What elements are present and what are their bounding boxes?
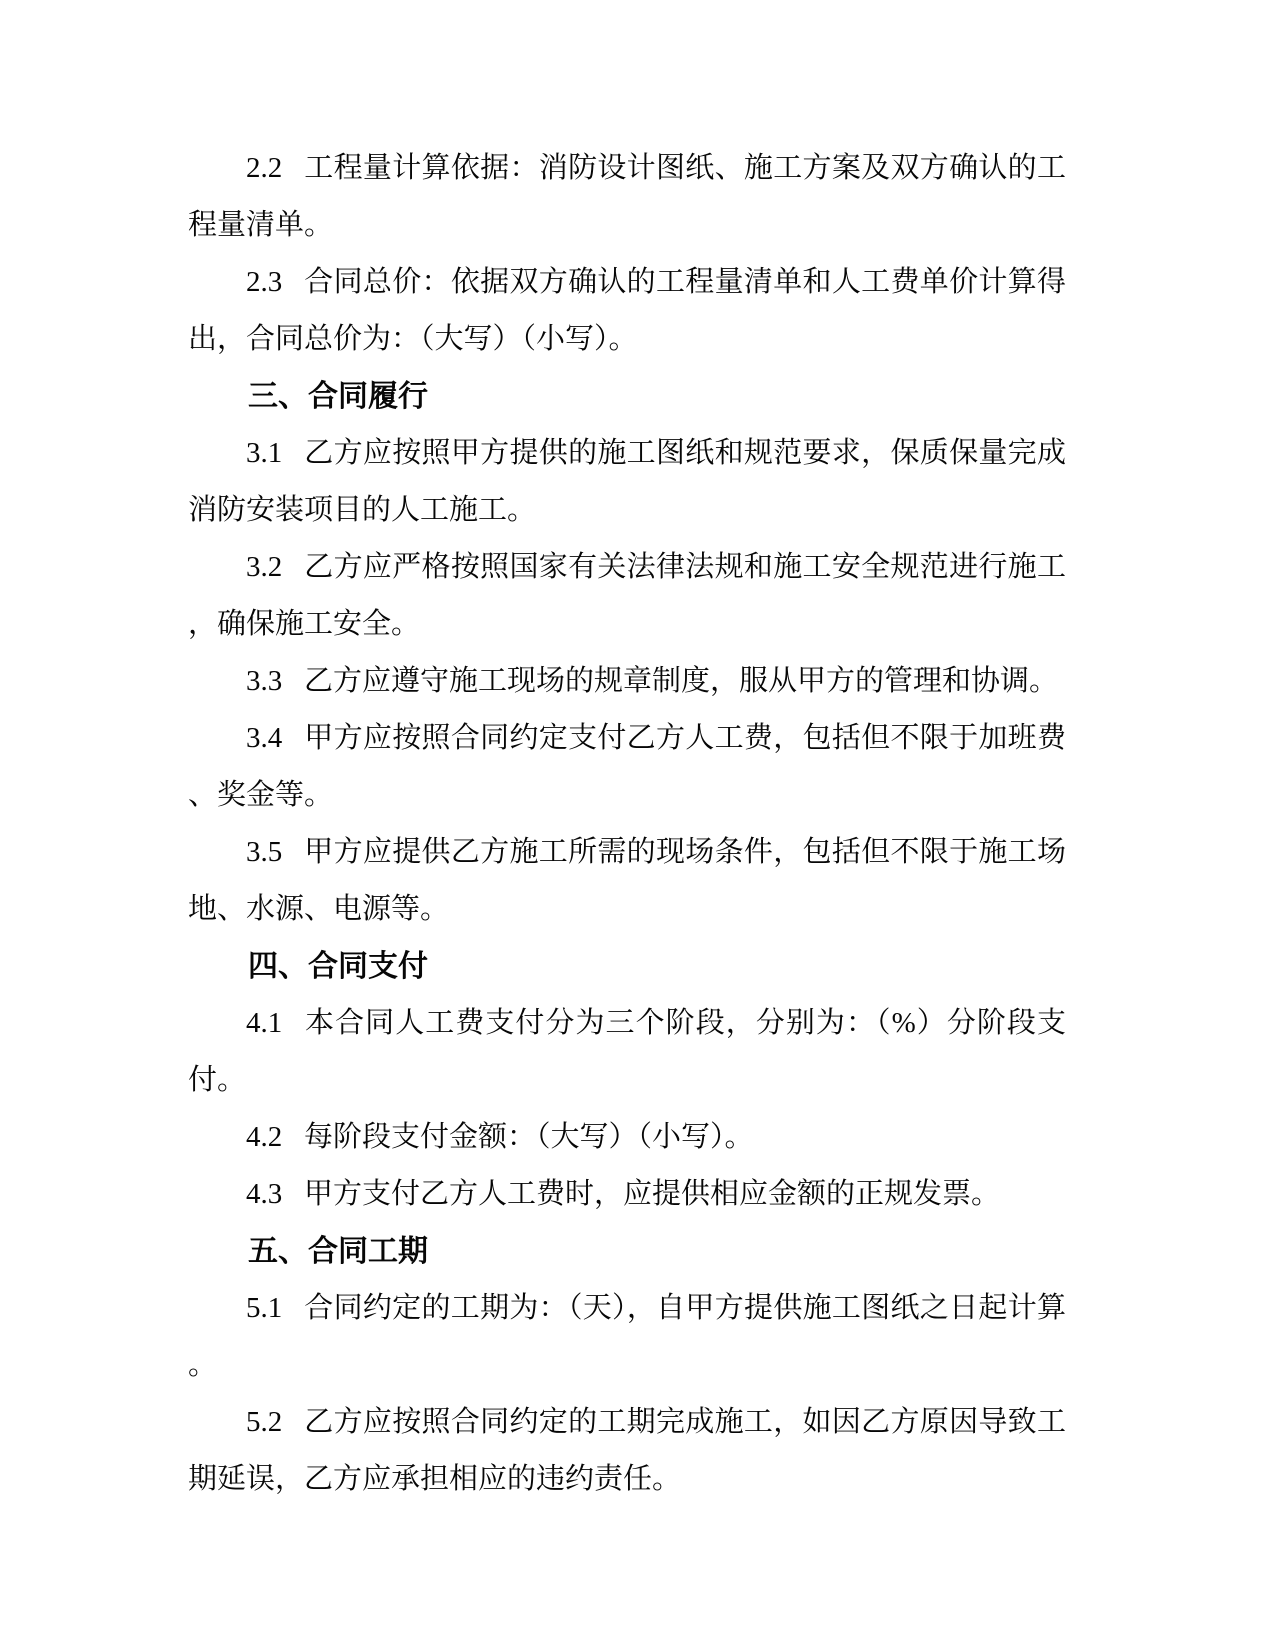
heading-section-3-performance: 三、合同履行 bbox=[248, 380, 428, 413]
clause-number: 4.2 bbox=[246, 1121, 283, 1153]
heading-section-5-duration: 五、合同工期 bbox=[248, 1235, 428, 1268]
clause-4-1 bbox=[188, 995, 1066, 1109]
clause-number: 5.2 bbox=[246, 1406, 283, 1438]
clause-text: 每阶段支付金额：（大写）（小写）。 bbox=[304, 1121, 754, 1153]
clause-text: 本合同人工费支付分为三个阶段，分别为：（%）分阶段支付。 bbox=[188, 1007, 1066, 1096]
clause-number: 3.3 bbox=[246, 665, 283, 697]
clause-text: 合同总价：依据双方确认的工程量清单和人工费单价计算得出，合同总价为：（大写）（小写）。 bbox=[188, 266, 1066, 355]
clause-text: 合同约定的工期为：（天），自甲方提供施工图纸之日起计算。 bbox=[188, 1292, 1066, 1381]
clause-number: 3.1 bbox=[246, 437, 283, 469]
clause-text: 工程量计算依据：消防设计图纸、施工方案及双方确认的工程量清单。 bbox=[188, 152, 1066, 241]
clause-text: 甲方应提供乙方施工所需的现场条件，包括但不限于施工场地、水源、电源等。 bbox=[188, 836, 1066, 925]
clause-text: 乙方应按照合同约定的工期完成施工，如因乙方原因导致工期延误，乙方应承担相应的违约责任。 bbox=[188, 1406, 1066, 1495]
clause-3-4 bbox=[188, 710, 1066, 824]
clause-3-2 bbox=[188, 539, 1066, 653]
clause-text: 甲方应按照合同约定支付乙方人工费，包括但不限于加班费、奖金等。 bbox=[188, 722, 1066, 811]
clause-3-3 bbox=[188, 653, 1066, 710]
clause-number: 3.4 bbox=[246, 722, 283, 754]
clause-4-3 bbox=[188, 1166, 1066, 1223]
clause-number: 2.2 bbox=[246, 152, 283, 184]
clause-text: 甲方支付乙方人工费时，应提供相应金额的正规发票。 bbox=[304, 1178, 1001, 1210]
clause-4-2 bbox=[188, 1109, 1066, 1166]
clause-number: 3.5 bbox=[246, 836, 283, 868]
contract-body bbox=[188, 140, 1066, 1508]
clause-2-2 bbox=[188, 140, 1066, 254]
clause-5-1 bbox=[188, 1280, 1066, 1394]
clause-number: 2.3 bbox=[246, 266, 283, 298]
heading-section-4-payment: 四、合同支付 bbox=[248, 950, 428, 983]
clause-text: 乙方应严格按照国家有关法律法规和施工安全规范进行施工，确保施工安全。 bbox=[188, 551, 1066, 640]
clause-number: 4.3 bbox=[246, 1178, 283, 1210]
clause-text: 乙方应按照甲方提供的施工图纸和规范要求，保质保量完成消防安装项目的人工施工。 bbox=[188, 437, 1066, 526]
clause-number: 5.1 bbox=[246, 1292, 283, 1324]
clause-3-5 bbox=[188, 824, 1066, 938]
clause-5-2 bbox=[188, 1394, 1066, 1508]
clause-number: 3.2 bbox=[246, 551, 283, 583]
clause-2-3 bbox=[188, 254, 1066, 368]
clause-text: 乙方应遵守施工现场的规章制度，服从甲方的管理和协调。 bbox=[304, 665, 1059, 697]
clause-3-1 bbox=[188, 425, 1066, 539]
clause-number: 4.1 bbox=[246, 1007, 283, 1039]
